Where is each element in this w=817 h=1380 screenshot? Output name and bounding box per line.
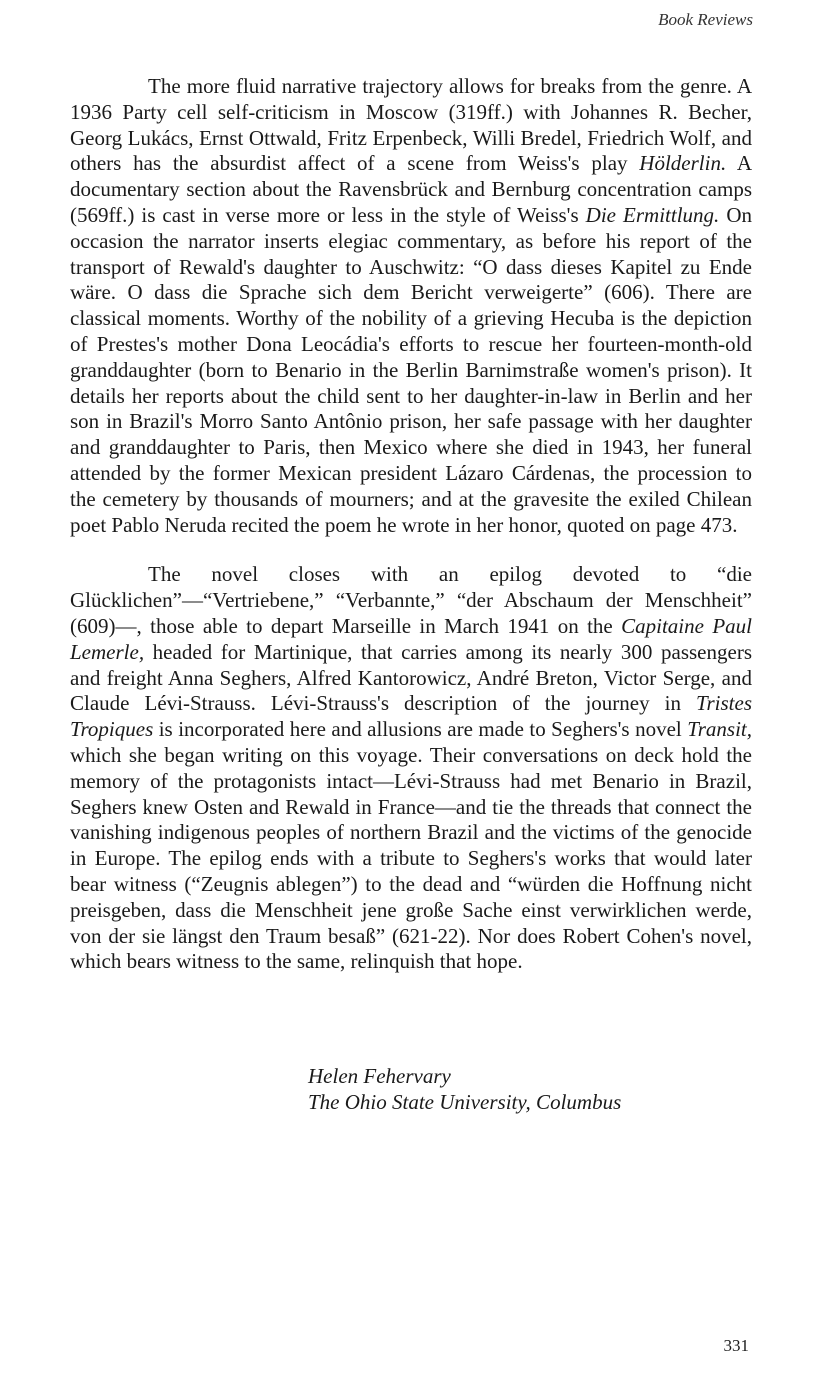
- title-die-ermittlung: Die Ermittlung.: [585, 202, 720, 227]
- title-tristes-tropiques: Tristes Tropiques: [70, 691, 752, 742]
- paragraph-1-text-b: A documentary section about the Ravensbrück and Bernburg concentration camps (569ff.) is cast in verse more or less in the style of Weiss's: [70, 151, 752, 227]
- reviewer-affiliation: The Ohio State University, Columbus: [308, 1089, 622, 1114]
- reviewer-name: Helen Fehervary: [308, 1064, 451, 1088]
- paragraph-1-text-a: The more fluid narrative trajectory allows for breaks from the genre. A 1936 Party cell self-criticism in Moscow (319ff.) with Johannes R. Becher, Georg Lukács, Ernst Ottwald, Fritz Erpenbeck, Willi Bredel, Friedrich Wolf, and others has the absurdist affect of a scene from Weiss's play: [70, 74, 752, 176]
- title-transit: Transit,: [687, 717, 752, 742]
- paragraph-2: [70, 562, 752, 975]
- paragraph-1-text-c: On occasion the narrator inserts elegiac commentary, as before his report of the transport of Rewald's daughter to Auschwitz: “O dass dieses Kapitel zu Ende wäre. O dass die Sprache sich dem Bericht verweigerte” (606). There are classical moments. Worthy of the nobility of a grieving Hecuba is the depiction of Prestes's mother Dona Leocádia's efforts to rescue her fourteen-month-old granddaughter (born to Benario in the Berlin Barnimstraße women's prison). It details her reports about the child sent to her daughter-in-law in Berlin and her son in Brazil's Morro Santo Antônio prison, her safe passage with her daughter and granddaughter to Paris, then Mexico where she died in 1943, her funeral attended by the former Mexican president Lázaro Cárdenas, the procession to the cemetery by thousands of mourners; and at the gravesite the exiled Chilean poet Pablo Neruda recited the poem he wrote in her honor, quoted on page 473.: [70, 202, 753, 537]
- review-body: [70, 74, 752, 975]
- page-number: 331: [723, 1336, 749, 1355]
- reviewer-signature: [308, 1064, 621, 1116]
- paragraph-2-text-b: headed for Martinique, that carries among its nearly 300 passengers and freight Anna Seghers, Alfred Kantorowicz, André Breton, Victor Serge, and Claude Lévi-Strauss. Lévi-Strauss's description of the journey in: [70, 639, 752, 716]
- paragraph-2-text-c: is incorporated here and allusions are made to Seghers's novel: [153, 717, 688, 742]
- title-holderlin: Hölderlin.: [639, 151, 727, 176]
- running-header: Book Reviews: [658, 10, 753, 29]
- ship-name: Capitaine Paul Lemerle,: [70, 613, 752, 664]
- paragraph-2-text-d: which she began writing on this voyage. Their conversations on deck hold the memory of the protagonists intact—Lévi-Strauss had met Benario in Brazil, Seghers knew Osten and Rewald in France—and tie the threads that connect the vanishing indigenous peoples of northern Brazil and the victims of the genocide in Europe. The epilog ends with a tribute to Seghers's works that would later bear witness (“Zeugnis ablegen”) to the dead and “würden die Hoffnung nicht preisgeben, dass die Menschheit jene große Sache einst verwirklichen werde, von der sie längst den Traum besaß” (621-22). Nor does Robert Cohen's novel, which bears witness to the same, relinquish that hope.: [70, 742, 752, 974]
- paragraph-1: [70, 74, 752, 538]
- paragraph-2-text-a: The novel closes with an epilog devoted to “die Glücklichen”—“Vertriebene,” “Verbannte,” “der Abschaum der Menschheit” (609)—, those able to depart Marseille in March 1941 on the: [70, 562, 752, 638]
